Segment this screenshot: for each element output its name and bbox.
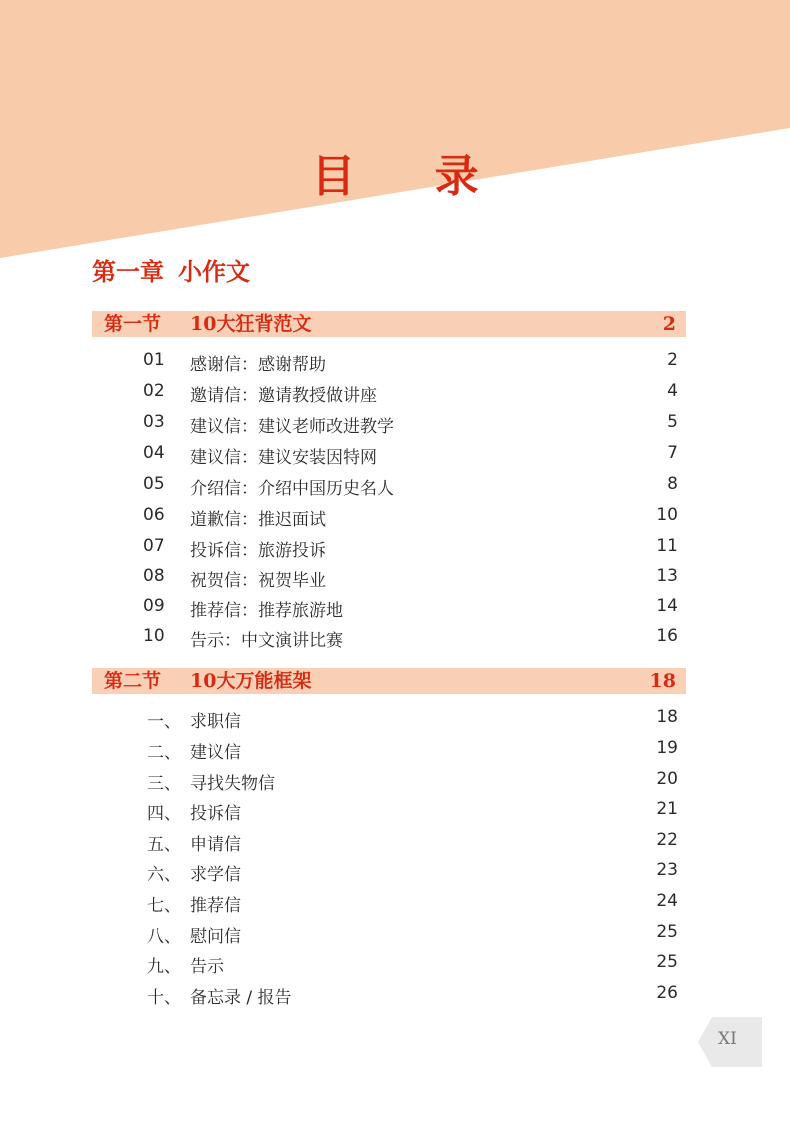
entry-number: 01 xyxy=(143,350,165,370)
entry-label: 祝贺信：祝贺毕业 xyxy=(190,571,326,591)
entry-label: 感谢信：感谢帮助 xyxy=(190,355,326,375)
entry-label: 建议信 xyxy=(190,743,241,763)
entry-label: 推荐信 xyxy=(190,896,241,916)
entry-label: 介绍信：介绍中国历史名人 xyxy=(190,479,394,499)
banner-shape xyxy=(0,0,790,258)
header-banner xyxy=(0,0,790,270)
toc-entry[interactable] xyxy=(0,799,790,830)
toc-entry[interactable] xyxy=(0,505,790,536)
toc-entry[interactable] xyxy=(0,738,790,769)
entry-label: 投诉信：旅游投诉 xyxy=(190,541,326,561)
entry-number: 09 xyxy=(143,596,165,616)
entry-page: 23 xyxy=(656,860,678,880)
chapter-title: 小作文 xyxy=(178,258,250,286)
toc-entry[interactable] xyxy=(0,381,790,412)
entry-number: 一、 xyxy=(147,712,181,732)
toc-entry[interactable] xyxy=(0,566,790,597)
entry-page: 10 xyxy=(656,505,678,525)
entry-number: 十、 xyxy=(147,988,181,1008)
chapter-number: 第一章 xyxy=(92,258,164,286)
entry-label: 告示：中文演讲比赛 xyxy=(190,631,343,651)
entry-page: 25 xyxy=(656,952,678,972)
entry-number: 08 xyxy=(143,566,165,586)
entry-page: 8 xyxy=(667,474,678,494)
entry-page: 11 xyxy=(656,536,678,556)
entry-number: 07 xyxy=(143,536,165,556)
entry-label: 道歉信：推迟面试 xyxy=(190,510,326,530)
entry-label: 慰问信 xyxy=(190,927,241,947)
entry-page: 2 xyxy=(667,350,678,370)
entry-number: 六、 xyxy=(147,865,181,885)
entry-label: 告示 xyxy=(190,957,224,977)
entry-page: 22 xyxy=(656,830,678,850)
entry-number: 四、 xyxy=(147,804,181,824)
entry-label: 求职信 xyxy=(190,712,241,732)
entry-number: 八、 xyxy=(147,927,181,947)
entry-label: 投诉信 xyxy=(190,804,241,824)
entry-number: 10 xyxy=(143,626,165,646)
toc-entry[interactable] xyxy=(0,830,790,861)
entry-label: 备忘录 / 报告 xyxy=(190,988,292,1008)
section-bar-2[interactable] xyxy=(92,668,686,694)
entry-page: 21 xyxy=(656,799,678,819)
entry-label: 寻找失物信 xyxy=(190,774,275,794)
section-page: 18 xyxy=(649,670,676,692)
entry-page: 16 xyxy=(656,626,678,646)
entry-page: 19 xyxy=(656,738,678,758)
toc-entry[interactable] xyxy=(0,922,790,953)
entry-page: 13 xyxy=(656,566,678,586)
entry-number: 九、 xyxy=(147,957,181,977)
toc-entry[interactable] xyxy=(0,952,790,983)
entry-number: 02 xyxy=(143,381,165,401)
section-bar-1[interactable] xyxy=(92,311,686,337)
entry-number: 04 xyxy=(143,443,165,463)
toc-entry[interactable] xyxy=(0,707,790,738)
toc-entry[interactable] xyxy=(0,891,790,922)
entry-label: 建议信：建议老师改进教学 xyxy=(190,417,394,437)
entry-number: 06 xyxy=(143,505,165,525)
section-number: 第二节 xyxy=(104,670,162,692)
entry-page: 25 xyxy=(656,922,678,942)
section-title: 10大万能框架 xyxy=(190,670,312,692)
toc-entry[interactable] xyxy=(0,350,790,381)
toc-entry[interactable] xyxy=(0,626,790,657)
entry-page: 20 xyxy=(656,769,678,789)
section-title: 10大狂背范文 xyxy=(190,313,312,335)
page-number: XI xyxy=(718,1029,737,1049)
toc-entry[interactable] xyxy=(0,536,790,567)
entry-number: 七、 xyxy=(147,896,181,916)
entry-label: 推荐信：推荐旅游地 xyxy=(190,601,343,621)
entry-number: 五、 xyxy=(147,835,181,855)
toc-entry[interactable] xyxy=(0,983,790,1014)
entry-page: 4 xyxy=(667,381,678,401)
section-page: 2 xyxy=(662,313,676,335)
toc-entry[interactable] xyxy=(0,769,790,800)
page-title: 目 录 xyxy=(311,151,511,202)
entry-page: 5 xyxy=(667,412,678,432)
entry-number: 03 xyxy=(143,412,165,432)
entry-label: 邀请信：邀请教授做讲座 xyxy=(190,386,377,406)
entry-label: 申请信 xyxy=(190,835,241,855)
entry-number: 三、 xyxy=(147,774,181,794)
toc-entry[interactable] xyxy=(0,474,790,505)
toc-entry[interactable] xyxy=(0,412,790,443)
chapter-heading xyxy=(92,252,250,287)
entry-page: 24 xyxy=(656,891,678,911)
entry-page: 14 xyxy=(656,596,678,616)
toc-entry[interactable] xyxy=(0,596,790,627)
entry-number: 二、 xyxy=(147,743,181,763)
entry-page: 18 xyxy=(656,707,678,727)
entry-label: 求学信 xyxy=(190,865,241,885)
entry-page: 26 xyxy=(656,983,678,1003)
entry-page: 7 xyxy=(667,443,678,463)
toc-entry[interactable] xyxy=(0,443,790,474)
section-number: 第一节 xyxy=(104,313,162,335)
toc-entry[interactable] xyxy=(0,860,790,891)
entry-number: 05 xyxy=(143,474,165,494)
entry-label: 建议信：建议安装因特网 xyxy=(190,448,377,468)
